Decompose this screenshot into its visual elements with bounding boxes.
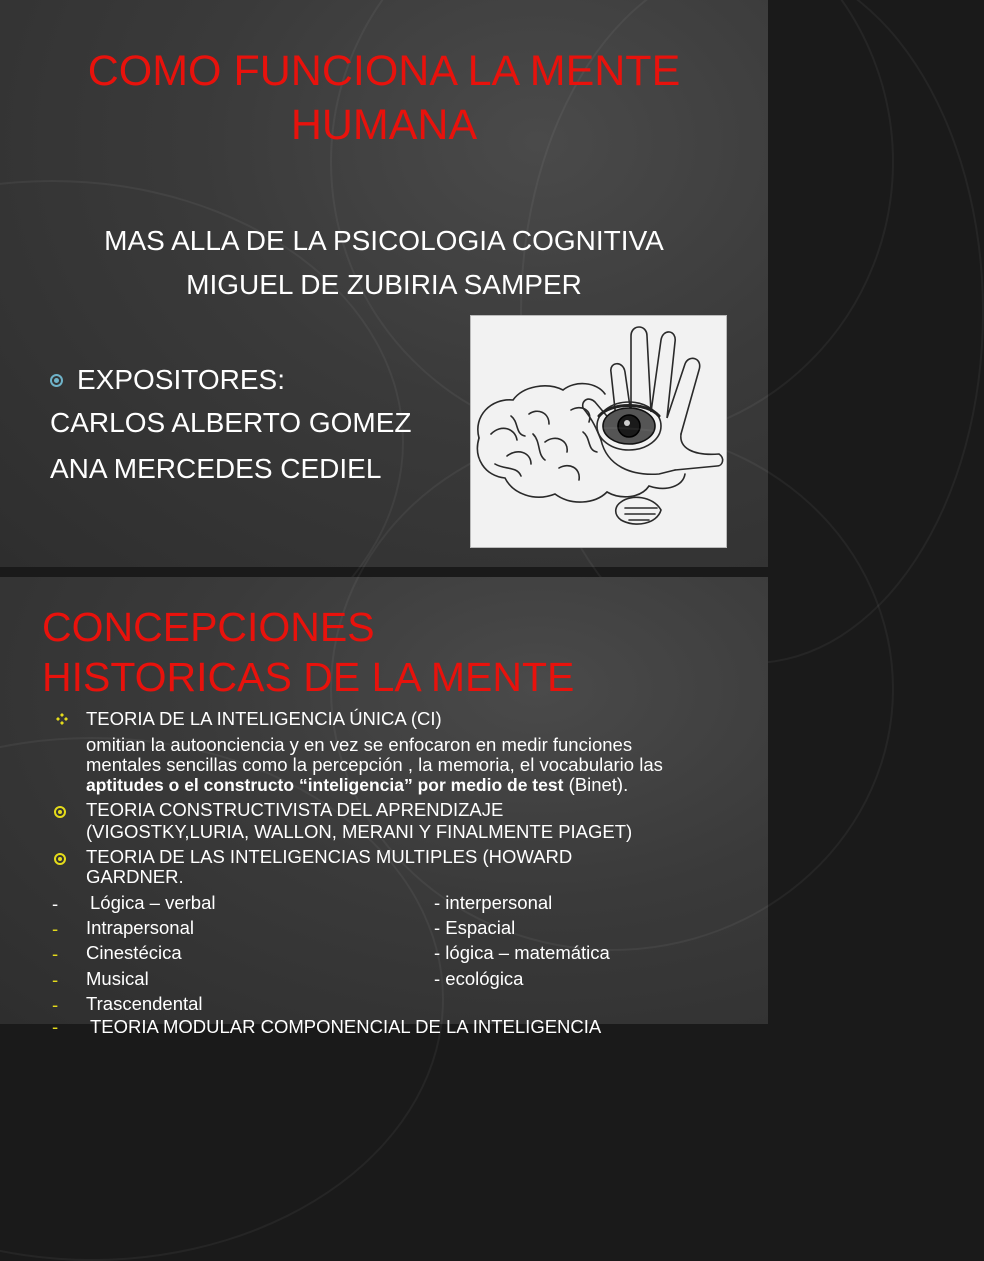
intelligence-item: Intrapersonal [86,917,194,938]
intelligence-item: Musical [86,968,149,989]
theory-description: omitian la autoonciencia y en vez se enfocaron en medir funciones [86,734,633,755]
circle-dot-icon [50,374,63,387]
list-dash: - [52,943,59,964]
slide-2 [0,577,768,1037]
title-line-2: HISTORICAS DE LA MENTE [42,654,575,700]
list-dash: - [52,994,59,1015]
description-end: (Binet). [563,774,629,795]
list-dash: - [52,969,59,990]
bold-phrase: aptitudes o el constructo “inteligencia” por medio de test [86,775,564,795]
intelligence-item: - Espacial [434,917,516,938]
list-dash: - [52,1016,59,1037]
subtitle-book: MAS ALLA DE LA PSICOLOGIA COGNITIVA [104,225,664,256]
title-line-1: CONCEPCIONES [42,604,375,650]
ring-dot-icon [54,853,66,865]
intelligence-item: - ecológica [434,968,524,989]
intelligence-item: Cinestécica [86,942,182,963]
presenter-name: ANA MERCEDES CEDIEL [50,453,382,484]
theory-description: mentales sencillas como la percepción , la memoria, el vocabulario las [86,754,663,775]
subtitle-author: MIGUEL DE ZUBIRIA SAMPER [186,269,582,300]
title-line-2: HUMANA [290,101,478,149]
list-dash: - [52,918,59,939]
presenter-name: CARLOS ALBERTO GOMEZ [50,407,412,438]
theory-title-partial: TEORIA MODULAR COMPONENCIAL DE LA INTELIGENCIA [90,1016,602,1037]
theory-title: TEORIA DE LA INTELIGENCIA ÚNICA (CI) [86,708,442,729]
four-diamond-icon [56,713,68,725]
ring-dot-icon [54,806,66,818]
intelligence-item: - interpersonal [434,892,553,913]
theory-description [86,775,628,795]
theory-title: (VIGOSTKY,LURIA, WALLON, MERANI Y FINALMENTE PIAGET) [86,821,633,842]
title-line-1: COMO FUNCIONA LA MENTE [87,47,681,95]
intelligence-item: - lógica – matemática [434,942,610,963]
theory-title: GARDNER. [86,866,184,887]
intelligence-item: Trascendental [86,993,203,1014]
list-dash: - [52,893,59,914]
expositores-row [50,363,285,397]
slide-title [0,44,768,152]
intelligence-item: Lógica – verbal [90,892,216,913]
theory-title: TEORIA DE LAS INTELIGENCIAS MULTIPLES (HOWARD [86,846,573,867]
theory-title: TEORIA CONSTRUCTIVISTA DEL APRENDIZAJE [86,799,504,820]
slide-title [42,602,574,702]
expositores-label: EXPOSITORES: [77,364,285,395]
